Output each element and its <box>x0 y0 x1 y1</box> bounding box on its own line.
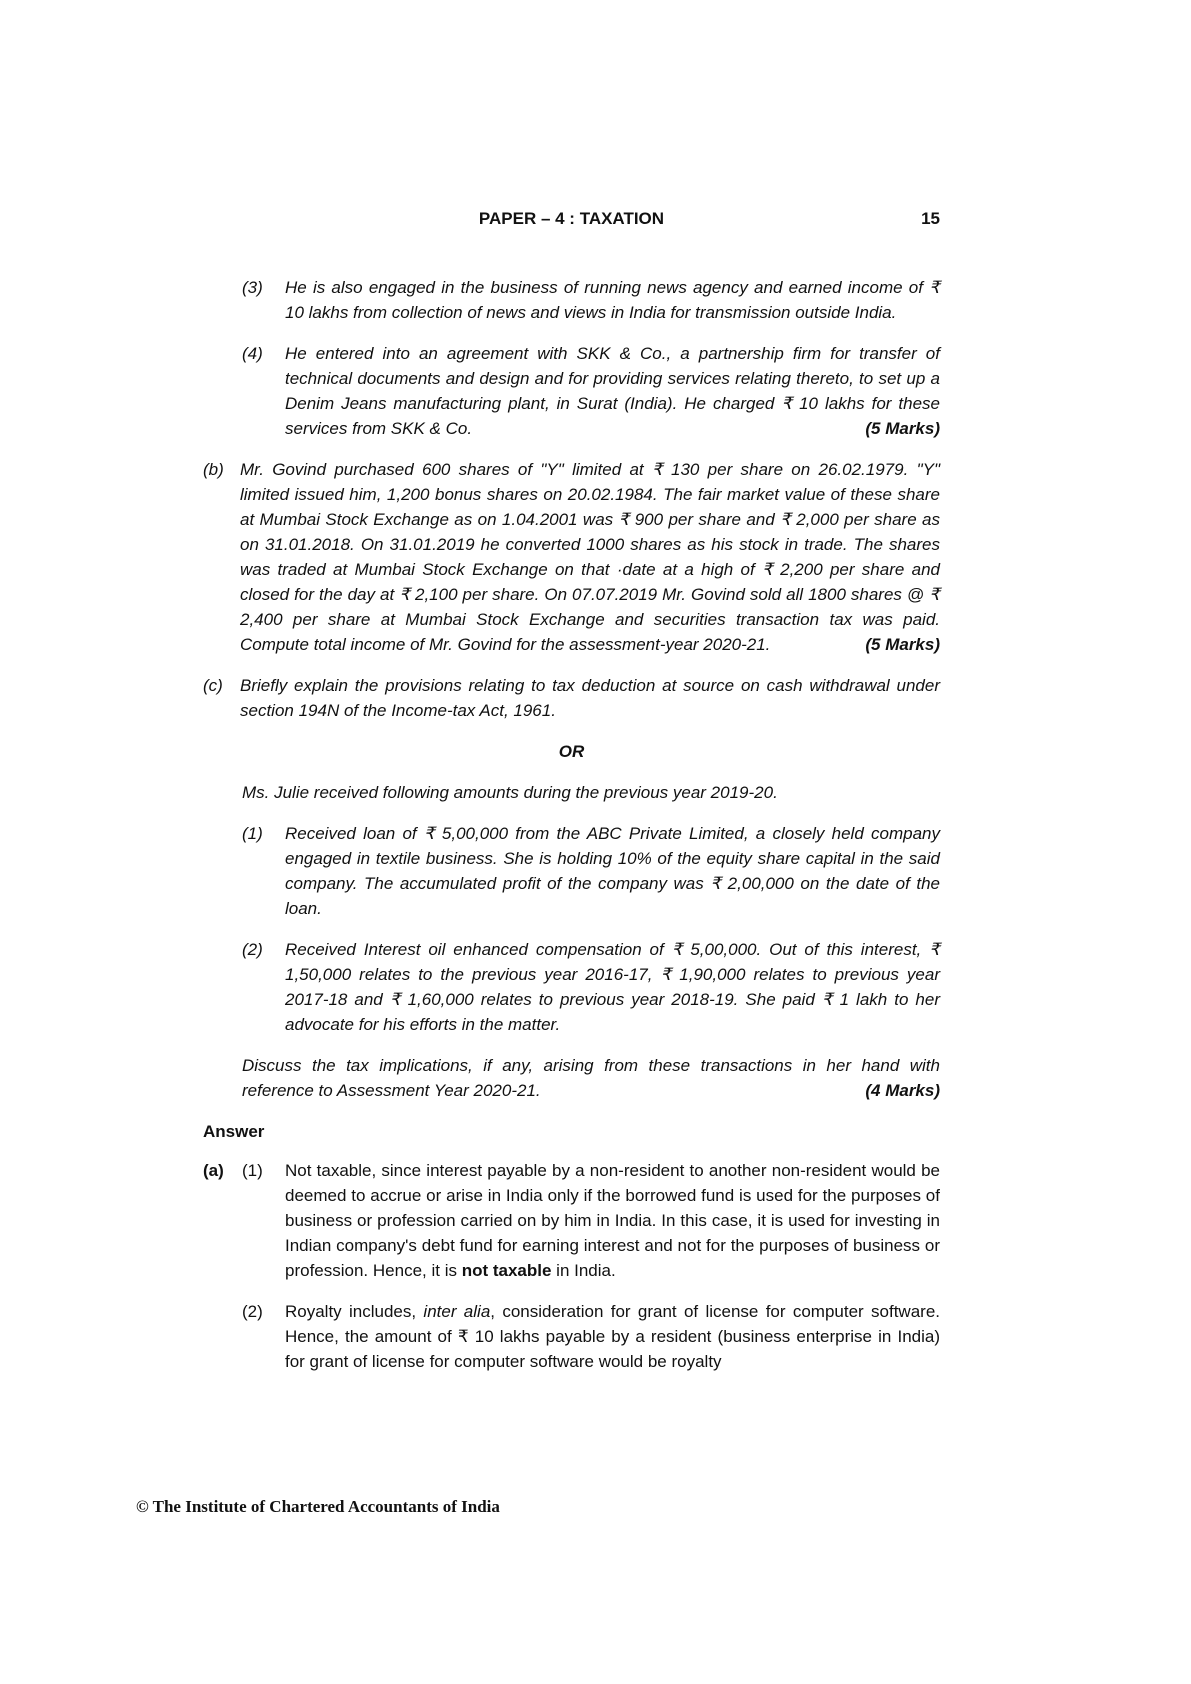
answer-item-a2 <box>242 1299 940 1374</box>
item-label: (2) <box>242 940 263 959</box>
item-text <box>285 1158 940 1283</box>
page-header <box>203 206 940 231</box>
julie-item-1 <box>242 821 940 921</box>
text-segment: Received Interest oil enhanced compensation of ₹ 5,00,000. Out of this interest, ₹ 1,50,000 relates to the previous year 2016-17, ₹ 1,90,000 relates to previous year 2017-18 and ₹ 1,60,000 relates to previous year 2018-19. She paid ₹ 1 lakh to her advocate for his efforts in the matter. <box>285 940 940 1034</box>
marks-label: (5 Marks) <box>865 419 940 438</box>
text-segment: Briefly explain the provisions relating to tax deduction at source on cash withdrawal under section 194N of the Income-tax Act, 1961. <box>240 676 940 720</box>
item-label: (1) <box>242 1161 263 1180</box>
question-item-4 <box>242 341 940 441</box>
item-text <box>285 275 940 325</box>
text-segment: , consideration for grant of license for computer software. Hence, the amount of ₹ 10 lakhs payable by a resident (business enterprise in India) for grant of license for computer software would be royalty <box>285 1302 941 1371</box>
question-item-3 <box>242 275 940 325</box>
item-label: (4) <box>242 344 263 363</box>
bold-emphasis: not taxable <box>461 1261 552 1280</box>
item-text <box>285 821 940 921</box>
marks-label: (4 Marks) <box>865 1081 940 1100</box>
item-text <box>285 1299 940 1374</box>
question-item-c <box>203 673 940 723</box>
page-number: 15 <box>921 209 940 228</box>
text-segment: Discuss the tax implications, if any, arising from these transactions in her hand with reference to Assessment Year 2020-21. <box>242 1056 940 1100</box>
text-segment: He entered into an agreement with SKK & Co., a partnership firm for transfer of technical documents and design and for providing services relating thereto, to set up a Denim Jeans manufacturing plant, in Surat (India). He charged ₹ 10 lakhs for these services from SKK & Co. <box>285 344 940 438</box>
answer-item-a1 <box>203 1158 940 1283</box>
text-segment: He is also engaged in the business of running news agency and earned income of ₹ 10 lakhs from collection of news and views in India for transmission outside India. <box>285 278 940 322</box>
julie-intro: Ms. Julie received following amounts during the previous year 2019-20. <box>242 783 778 802</box>
text-segment: Royalty includes, <box>285 1302 424 1321</box>
paper-title: PAPER – 4 : TAXATION <box>478 209 665 228</box>
item-label: (3) <box>242 278 263 297</box>
answer-heading: Answer <box>203 1122 265 1141</box>
item-text <box>285 937 940 1037</box>
text-segment: Received loan of ₹ 5,00,000 from the ABC Private Limited, a closely held company engaged in textile business. She is holding 10% of the equity share capital in the said company. The accumulated profit of the company was ₹ 2,00,000 on the date of the loan. <box>285 824 940 918</box>
item-text <box>240 673 940 723</box>
question-item-b <box>203 457 940 657</box>
text-segment: in India. <box>551 1261 616 1280</box>
footer-copyright: © The Institute of Chartered Accountants of India <box>136 1497 500 1516</box>
discuss-paragraph <box>242 1053 940 1103</box>
item-text <box>240 457 940 657</box>
julie-item-2 <box>242 937 940 1037</box>
answer-letter-label: (a) <box>203 1161 224 1180</box>
or-separator: OR <box>558 742 585 761</box>
item-text <box>285 341 940 441</box>
item-label: (b) <box>203 460 224 479</box>
item-label: (2) <box>242 1302 263 1321</box>
item-label: (1) <box>242 824 263 843</box>
italic-emphasis: inter alia <box>423 1302 491 1321</box>
text-segment: Not taxable, since interest payable by a non-resident to another non-resident would be deemed to accrue or arise in India only if the borrowed fund is used for the purposes of business or profession carried on by him in India. In this case, it is used for investing in Indian company's debt fund for earning interest and not for the purposes of business or profession. Hence, it is <box>285 1161 940 1280</box>
marks-label: (5 Marks) <box>865 635 940 654</box>
answer-section <box>203 1119 940 1374</box>
item-label: (c) <box>203 676 223 695</box>
question-section <box>203 275 940 1103</box>
text-segment: Mr. Govind purchased 600 shares of "Y" limited at ₹ 130 per share on 26.02.1979. "Y" limited issued him, 1,200 bonus shares on 20.02.1984. The fair market value of these share at Mumbai Stock Exchange as on 1.04.2001 was ₹ 900 per share and ₹ 2,000 per share as on 31.01.2018. On 31.01.2019 he converted 1000 shares as his stock in trade. The shares was traded at Mumbai Stock Exchange on that ·date at a high of ₹ 2,200 per share and closed for the day at ₹ 2,100 per share. On 07.07.2019 Mr. Govind sold all 1800 shares @ ₹ 2,400 per share at Mumbai Stock Exchange and securities transaction tax was paid. Compute total income of Mr. Govind for the assessment-year 2020-21. <box>240 460 940 654</box>
